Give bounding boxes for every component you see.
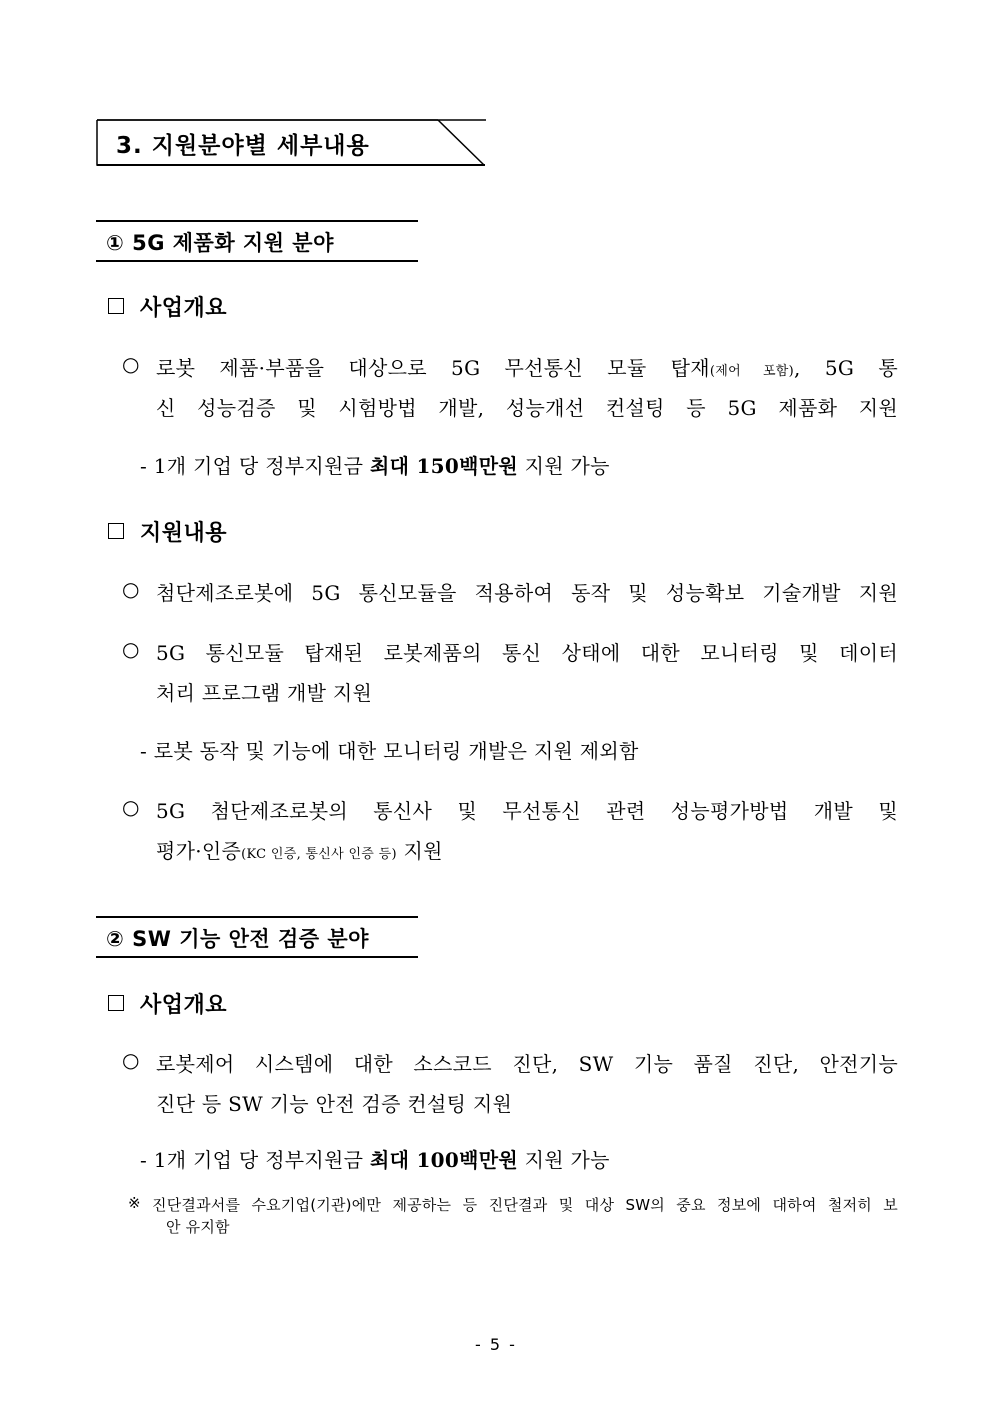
- area1-overview-heading: 사업개요: [108, 291, 227, 322]
- note-mark: ※: [128, 1194, 141, 1212]
- area1-support-item-2-line-2: 처리 프로그램 개발 지원: [156, 681, 373, 705]
- area1-support-item-3-line-2: 평가·인증(KC 인증, 통신사 인증 등) 지원: [156, 839, 443, 863]
- area2-overview-item-1-line-1: 로봇제어 시스템에 대한 소스코드 진단, SW 기능 품질 진단, 안전기능: [156, 1052, 898, 1076]
- bullet-icon: ○: [122, 795, 140, 819]
- checkbox-square-icon: [108, 995, 124, 1011]
- area1-support-item-1: 첨단제조로봇에 5G 통신모듈을 적용하여 동작 및 성능확보 기술개발 지원: [156, 581, 898, 605]
- section-title-box: [96, 119, 486, 167]
- bullet-icon: ○: [122, 577, 140, 601]
- bullet-icon: ○: [122, 637, 140, 661]
- bullet-icon: ○: [122, 1048, 140, 1072]
- area2-header: [96, 916, 418, 958]
- area1-overview-item-1-line-1: 로봇 제품·부품을 대상으로 5G 무선통신 모듈 탑재(제어 포함), 5G 통: [156, 356, 899, 380]
- area1-support-heading: 지원내용: [108, 516, 227, 547]
- area1-support-item-3-line-1: 5G 첨단제조로봇의 통신사 및 무선통신 관련 성능평가방법 개발 및: [156, 799, 898, 823]
- note-line-1: 진단결과서를 수요기업(기관)에만 제공하는 등 진단결과 및 대상 SW의 중요 정보에 대하여 철저히 보: [152, 1196, 898, 1214]
- area1-header-text: ① 5G 제품화 지원 분야: [106, 231, 334, 255]
- area2-header-text: ② SW 기능 안전 검증 분야: [106, 927, 369, 951]
- area2-overview-sub: - 1개 기업 당 정부지원금 최대 100백만원 지원 가능: [140, 1148, 610, 1172]
- area1-header: [96, 220, 418, 262]
- page-number: - 5 -: [475, 1335, 517, 1354]
- bullet-icon: ○: [122, 352, 140, 376]
- area1-overview-item-1-line-2: 신 성능검증 및 시험방법 개발, 성능개선 컨설팅 등 5G 제품화 지원: [156, 396, 898, 420]
- section-title: 3. 지원분야별 세부내용: [116, 133, 370, 159]
- area1-support-item-2-line-1: 5G 통신모듈 탑재된 로봇제품의 통신 상태에 대한 모니터링 및 데이터: [156, 641, 898, 665]
- area2-overview-heading: 사업개요: [108, 988, 227, 1019]
- area2-overview-item-1-line-2: 진단 등 SW 기능 안전 검증 컨설팅 지원: [156, 1092, 513, 1116]
- checkbox-square-icon: [108, 298, 124, 314]
- area1-overview-sub: - 1개 기업 당 정부지원금 최대 150백만원 지원 가능: [140, 454, 610, 478]
- note-line-2: 안 유지함: [166, 1218, 230, 1236]
- checkbox-square-icon: [108, 523, 124, 539]
- area1-support-item-2-sub: - 로봇 동작 및 기능에 대한 모니터링 개발은 지원 제외함: [140, 739, 639, 763]
